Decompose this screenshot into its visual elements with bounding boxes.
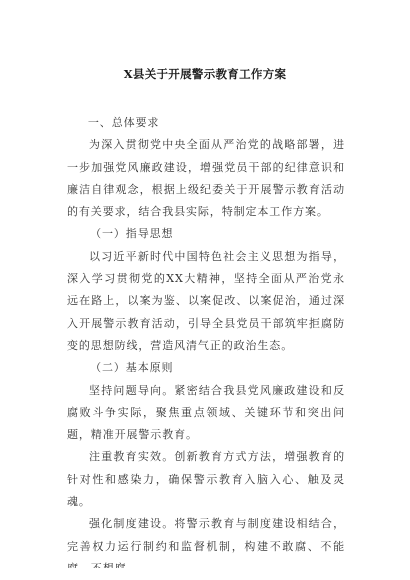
principle-effectiveness-paragraph: 注重教育实效。创新教育方式方法，增强教育的针对性和感染力，确保警示教育入脑入心、触及灵魂。 [67,450,345,509]
principle-institution-building-paragraph: 强化制度建设。将警示教育与制度建设相结合，完善权力运行制约和监督机制，构建不敢腐、不能 [67,517,345,553]
subsection-heading-guiding-ideology: （一）指导思想 [90,227,174,241]
document-body [67,112,345,580]
section-intro-paragraph: 为深入贯彻党中央全面从严治党的战略部署，进一步加强党风廉政建设，增强党员干部的纪律意识和廉洁自律观念，根据上级纪委关于开展警示教育活动的有关要求，结合我县实际，特制定本工作方案。 [67,138,345,219]
subsection-heading-basic-principles: （二）基本原则 [90,361,174,375]
page-bottom-margin [0,568,410,580]
guiding-ideology-paragraph: 以习近平新时代中国特色社会主义思想为指导，深入学习贯彻党的XX大精神，坚持全面从严治党永远在路上，以案为鉴、以案促改、以案促治，通过深入开展警示教育活动，引导全县党员干部筑牢拒腐防变的思想防线，营造风清气正的政治生态。 [67,249,345,352]
section-heading-general-requirements: 一、总体要求 [87,116,160,129]
document-title: X县关于开展警示教育工作方案 [123,67,287,81]
principle-problem-oriented-paragraph: 坚持问题导向。紧密结合我县党风廉政建设和反腐败斗争实际，聚焦重点领域、关键环节和突出问题，精准开展警示教育。 [67,383,345,442]
